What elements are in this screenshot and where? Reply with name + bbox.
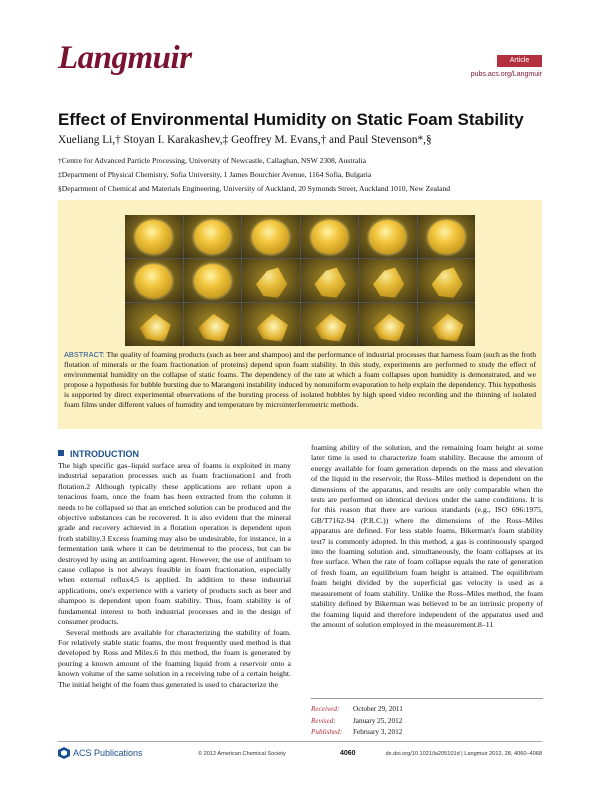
- page-footer: [58, 741, 542, 764]
- bubble-frame: [125, 259, 183, 302]
- bubble-frame: [418, 215, 476, 258]
- publication-dates: [311, 698, 543, 739]
- abstract-label: ABSTRACT:: [64, 350, 105, 359]
- bubble-frame: [184, 259, 242, 302]
- bubble-frame: [184, 215, 242, 258]
- doi-citation[interactable]: dx.doi.org/10.1021/la205101d | Langmuir 2012, 28, 4060–4068: [385, 751, 542, 757]
- affiliation-3: §Department of Chemical and Materials Engineering, University of Auckland, 20 Symonds Street, Auckland 1010, New Zealand: [58, 184, 451, 193]
- body-column-left: [58, 461, 291, 690]
- acs-logo-icon: [58, 747, 70, 759]
- section-heading: [58, 449, 139, 459]
- date-row: Revised: January 25, 2012: [311, 716, 403, 725]
- square-bullet-icon: [58, 450, 64, 456]
- bubble-frame: [242, 303, 300, 346]
- section-title: INTRODUCTION: [70, 449, 139, 459]
- bubble-frame: [184, 303, 242, 346]
- page-number: 4060: [340, 750, 356, 757]
- date-row: Received: October 29, 2011: [311, 705, 403, 713]
- bubble-frame: [242, 215, 300, 258]
- author-list: Xueliang Li,† Stoyan I. Karakashev,‡ Geoffrey M. Evans,† and Paul Stevenson*,§: [58, 134, 432, 146]
- abstract-text: The quality of foaming products (such as beer and shampoo) and the performance of industrial processes that harness foam (such as the froth flotation of minerals or the foam fractionation of proteins) depend upon foam stability. In this study, experiments are performed to study the effect of environmental humidity on the collapse of static foams. The dependency of the rate at which a foam collapses upon humidity is demonstrated, and we propose a hypothesis for bubble bursting due to Marangoni instability induced by nonuniform evaporation to help explain the dependency. This hypothesis is supported by direct experimental observations of the bursting process of isolated bubbles by high speed video recording and the thinning of isolated foam films under different values of humidity and temperature by microinterferometric methods.: [64, 350, 536, 409]
- bubble-frame: [125, 215, 183, 258]
- toc-graphic: [125, 215, 475, 346]
- paragraph: The high specific gas–liquid surface area of foams is exploited in many industrial separation processes such as foam fractionation1 and froth flotation.2 Although typically these applications are reliant upon a tenacious foam, once the foam has been extracted from the column it needs to be collapsed so that an enriched solution can be produced and the objective substances can be recovered. It is also evident that the mineral grade and recovery achieved in a flotation operation is dependent upon froth stability.3 Excess foaming may also be undesirable, for instance, in a fermentation tank where it can be detrimental to the process, but can be destroyed by using an antifoaming agent. However, the use of antifoam to cause collapse is not always feasible in foam fractionation, especially when external reflux4,5 is applied. In addition to these industrial applications, one's experience with a variety of products such as beer and shampoo is dependent upon foam stability. Thus, foam stability is of fundamental interest to both industrial processes and in the design of consumer products.: [58, 461, 291, 627]
- bubble-frame: [359, 259, 417, 302]
- journal-logo: Langmuir: [58, 40, 192, 76]
- publisher-logo: ACS Publications: [58, 747, 143, 759]
- bubble-frame: [418, 259, 476, 302]
- paper-title: Effect of Environmental Humidity on Static Foam Stability: [58, 110, 524, 129]
- paragraph: Several methods are available for characterizing the stability of foam. For relatively stable static foams, the most frequently used method is that developed by Ross and Miles.6 In this method, the foam is generated by pouring a known amount of the foaming liquid from a reservoir onto a known volume of the same solution in a receiving tube of a certain height. The initial height of the foam thus generated is used to characterize the: [58, 627, 291, 689]
- bubble-frame: [359, 303, 417, 346]
- bubble-frame: [242, 259, 300, 302]
- bubble-frame: [301, 303, 359, 346]
- date-row: Published: February 3, 2012: [311, 728, 403, 736]
- affiliation-1: †Centre for Advanced Particle Processing, University of Newcastle, Callaghan, NSW 2308, Australia: [58, 156, 366, 165]
- bubble-frame: [418, 303, 476, 346]
- bubble-frame: [125, 303, 183, 346]
- abstract: [64, 350, 536, 410]
- body-column-right: [311, 443, 543, 630]
- bubble-frame: [301, 259, 359, 302]
- article-type-badge: Article: [497, 55, 542, 67]
- paragraph: foaming ability of the solution, and the remaining foam height at some later time is used to characterize foam stability. Because the amount of energy available for foam generation depends on the mass and elevation of the liquid in the reservoir, the Ross–Miles method is dependent on the dimensions of the apparatus, and results are only comparable when the tests are performed on identical devices under the same conditions. It is for this reason that there are various standards (e.g., ISO 696:1975, GB/T7162-94 (P.R.C.)) where the dimensions of the Ross–Miles apparatus are defined. For less stable foams, Bikerman's foam stability test7 is commonly adopted. In this method, a gas is continuously sparged into the foaming solution and, simultaneously, the foam collapses at its free surface. When the rate of foam collapse equals the rate of generation of fresh foam, an equilibrium foam height is attained. The equilibrium foam height divided by the superficial gas velocity is used as a measurement of foam stability. Unlike the Ross–Miles method, the foam stability defined by Bikerman was believed to be an intrinsic property of the foaming liquid and therefore independent of the apparatus used and the amount of solution employed in the measurement.8–11: [311, 443, 543, 629]
- copyright: © 2012 American Chemical Society: [198, 751, 286, 757]
- bubble-frame: [359, 215, 417, 258]
- journal-url[interactable]: pubs.acs.org/Langmuir: [470, 71, 542, 78]
- affiliation-2: ‡Department of Physical Chemistry, Sofia University, 1 James Bourchier Avenue, 1164 Sofia, Bulgaria: [58, 170, 372, 179]
- bubble-frame: [301, 215, 359, 258]
